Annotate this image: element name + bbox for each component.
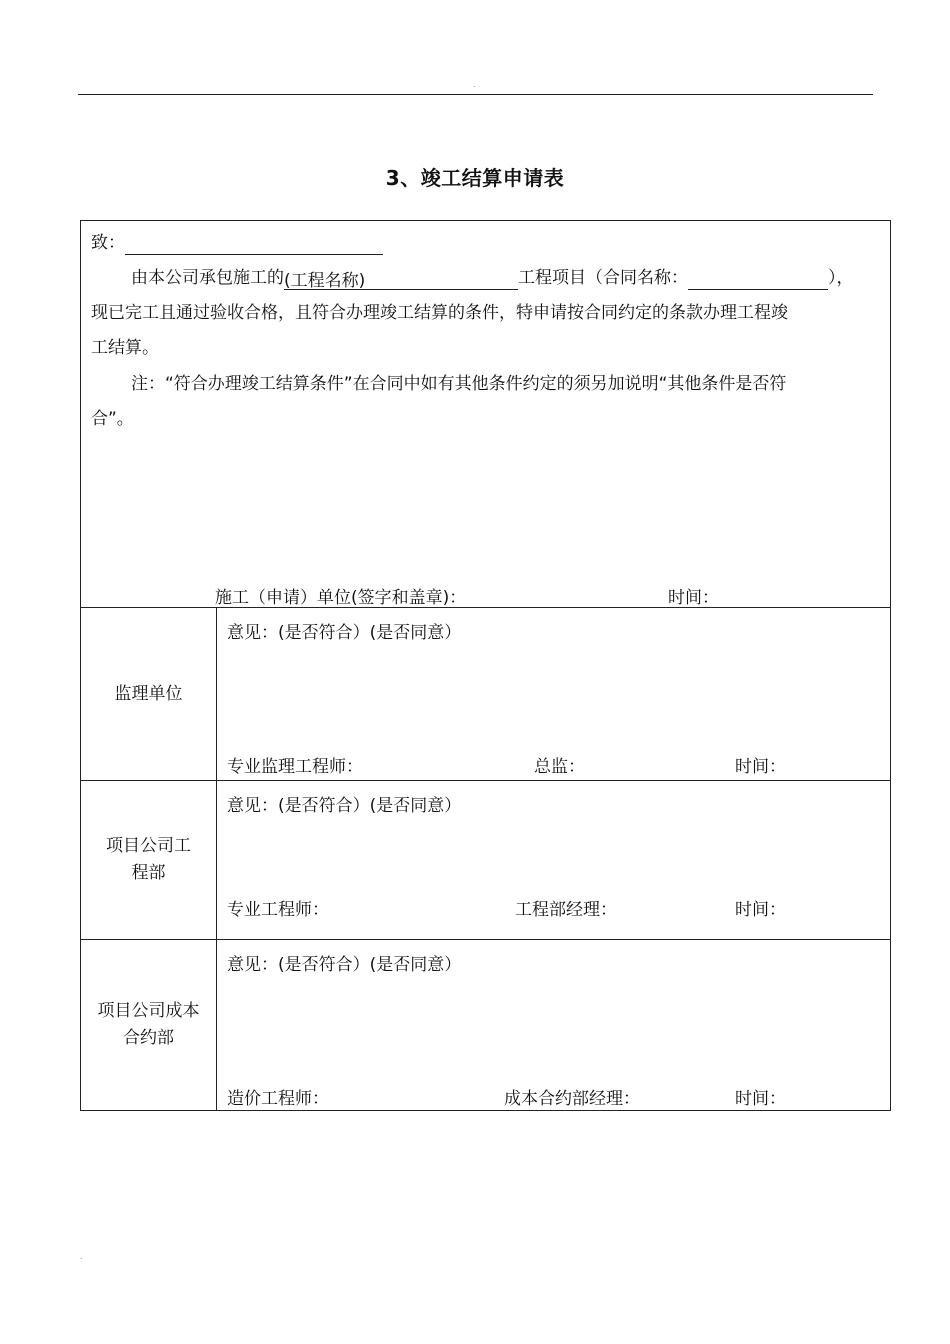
footer-mark: . xyxy=(80,1252,83,1261)
project-name-field[interactable] xyxy=(284,269,518,290)
p1-text-b: 工程项目（合同名称： xyxy=(518,268,688,288)
cost-opinion-cell xyxy=(217,940,891,1111)
engineering-time-label: 时间： xyxy=(735,900,786,920)
note-line-2: 合”。 xyxy=(91,409,134,429)
engineering-manager-label: 工程部经理： xyxy=(515,900,617,920)
contract-name-field[interactable] xyxy=(688,269,828,290)
chief-supervisor-label: 总监： xyxy=(534,757,585,777)
p1-text-a: 由本公司承包施工的 xyxy=(131,268,284,288)
cost-time-label: 时间： xyxy=(735,1089,786,1109)
supervision-opinion-cell xyxy=(217,608,891,781)
applicant-signature-label: 施工（申请）单位(签字和盖章)： xyxy=(215,588,467,608)
page-title: 3、竣工结算申请表 xyxy=(385,166,565,190)
applicant-time-label: 时间： xyxy=(668,588,719,608)
paragraph-line-3: 工结算。 xyxy=(91,338,159,358)
supervision-time-label: 时间： xyxy=(735,757,786,777)
to-label: 致： xyxy=(91,233,125,253)
note-line-1: 注：“符合办理竣工结算条件”在合同中如有其他条件约定的须另加说明“其他条件是否符 xyxy=(131,374,787,394)
supervision-unit-label: 监理单位 xyxy=(81,608,217,781)
cost-contract-dept-label: 项目公司成本合约部 xyxy=(81,940,217,1111)
application-section xyxy=(81,221,891,608)
settlement-application-form xyxy=(80,220,891,1111)
engineering-dept-label: 项目公司工程部 xyxy=(81,781,217,940)
engineering-opinion-cell xyxy=(217,781,891,940)
paragraph-line-1 xyxy=(91,266,882,290)
cost-engineer-label: 造价工程师： xyxy=(227,1089,329,1109)
to-line xyxy=(91,231,882,255)
engineering-engineer-label: 专业工程师： xyxy=(227,900,329,920)
header-mark: . xyxy=(473,80,476,89)
project-name-placeholder: (工程名称) xyxy=(284,271,366,291)
engineering-opinion: 意见：(是否符合）(是否同意） xyxy=(227,796,462,816)
supervision-opinion: 意见：(是否符合）(是否同意） xyxy=(227,623,462,643)
paragraph-line-2: 现已完工且通过验收合格，且符合办理竣工结算的条件，特申请按合同约定的条款办理工程竣 xyxy=(91,303,788,323)
supervision-engineer-label: 专业监理工程师： xyxy=(227,757,363,777)
header-rule xyxy=(78,94,873,95)
recipient-field[interactable] xyxy=(125,234,383,255)
p1-text-c: ）， xyxy=(828,268,854,288)
cost-manager-label: 成本合约部经理： xyxy=(504,1089,640,1109)
cost-opinion: 意见：(是否符合）(是否同意） xyxy=(227,955,462,975)
